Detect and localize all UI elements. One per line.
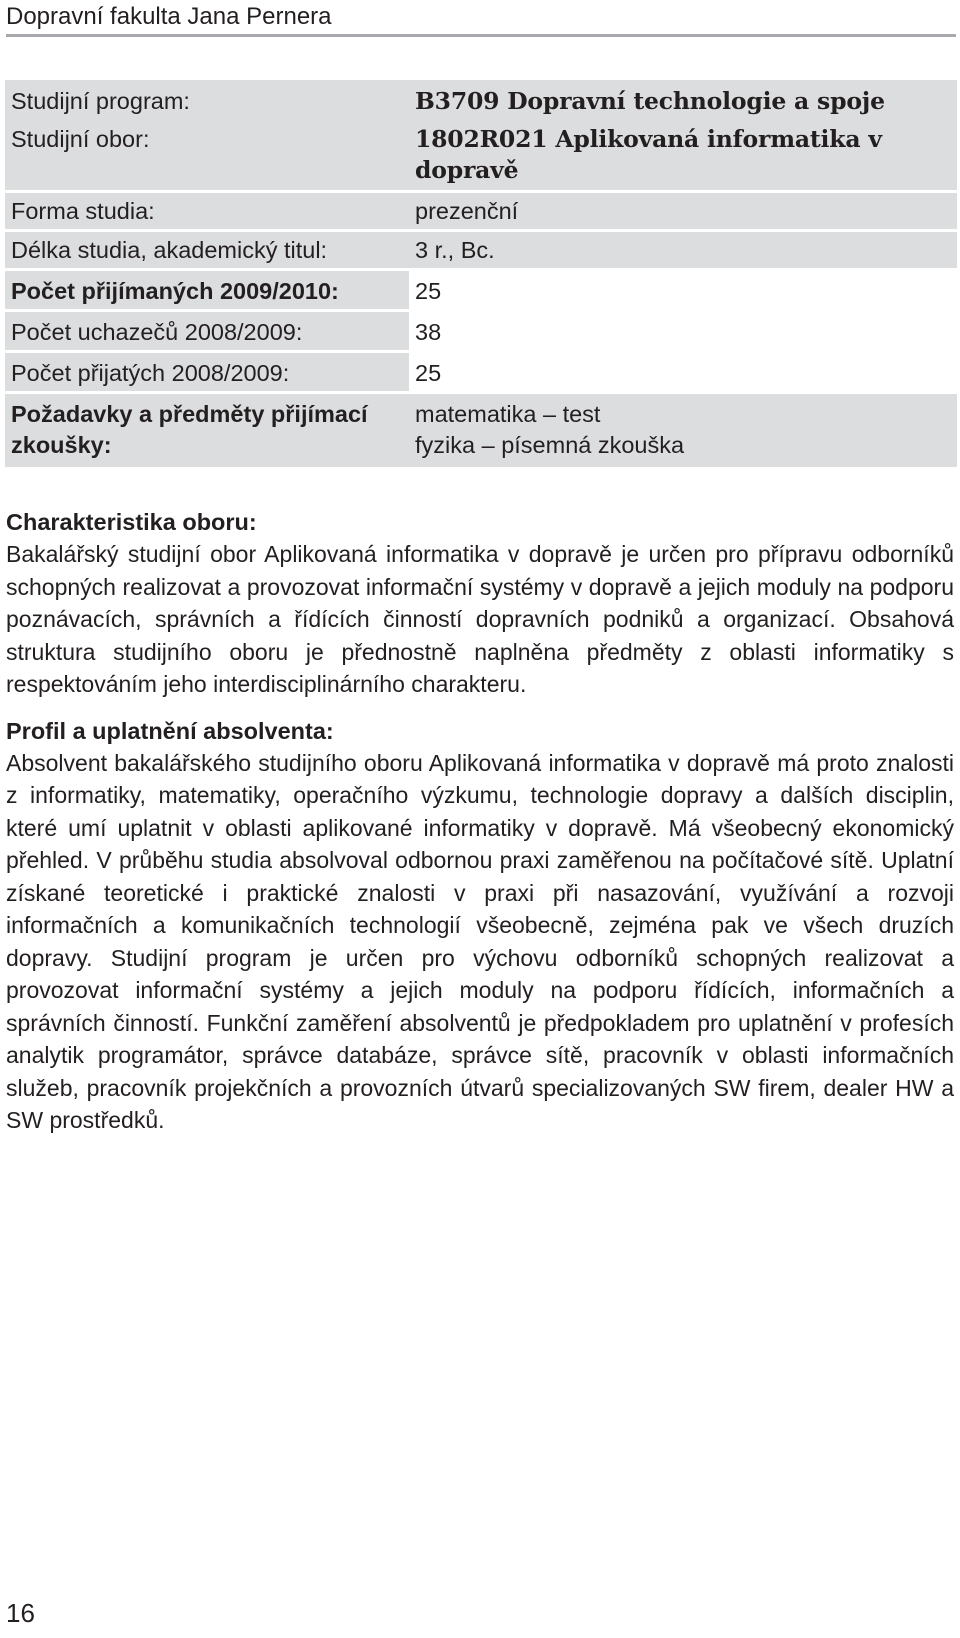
row-label: Délka studia, akademický titul: xyxy=(5,231,409,270)
page-number: 16 xyxy=(6,1598,35,1628)
row-value: 25 xyxy=(409,352,957,393)
table-row xyxy=(5,80,957,117)
table-row xyxy=(5,117,957,192)
row-label: Požadavky a předměty přijímací zkoušky: xyxy=(5,393,409,468)
row-value: 3 r., Bc. xyxy=(409,231,957,270)
row-label: Studijní obor: xyxy=(5,117,409,192)
row-label: Počet přijímaných 2009/2010: xyxy=(5,270,409,311)
program-info-table xyxy=(5,80,957,467)
table-row xyxy=(5,192,957,231)
row-value: 1802R021 Aplikovaná informatika v dopravě xyxy=(409,117,957,192)
row-label: Počet uchazečů 2008/2009: xyxy=(5,311,409,352)
section-paragraph: Bakalářský studijní obor Aplikovaná informatika v dopravě je určen pro přípravu odborníků schopných realizovat a provozovat informační systémy v dopravě a jejich moduly na podporu poznávacích, správních a řídících činností dopravních podniků a organizací. Obsahová struktura studijního oboru je přednostně naplněna předměty z oblasti informatiky s respektováním jeho interdisciplinárního charakteru. xyxy=(6,541,954,697)
row-label: Počet přijatých 2008/2009: xyxy=(5,352,409,393)
value-line: matematika – test xyxy=(415,401,601,427)
row-value: 25 xyxy=(409,270,957,311)
page-header: Dopravní fakulta Jana Pernera xyxy=(6,0,956,37)
row-value xyxy=(409,393,957,468)
document-body xyxy=(6,506,954,1151)
section-paragraph: Absolvent bakalářského studijního oboru Aplikovaná informatika v dopravě má proto znalosti z informatiky, matematiky, operačního výzkumu, technologie dopravy a dalších disciplin, které umí uplatnit v oblasti aplikované informatiky v dopravě. Má všeobecný ekonomický přehled. V průběhu studia absolvoval odbornou praxi zaměřenou na počítačové sítě. Uplatní získané teoretické i praktické znalosti v praxi při nasazování, využívání a rozvoji informačních a komunikačních technologií všeobecně, zejména pak ve všech druzích dopravy. Studijní program je určen pro výchovu odborníků schopných realizovat a provozovat informační systémy a jejich moduly na podporu řídících, informačních a správních činností. Funkční zaměření absolventů je předpokladem pro uplatnění v profesích analytik programátor, správce databáze, správce sítě, pracovník v oblasti informačních služeb, pracovník projekčních a provozních útvarů specializovaných SW firem, dealer HW a SW prostředků. xyxy=(6,749,954,1133)
row-value: B3709 Dopravní technologie a spoje xyxy=(409,80,957,117)
row-value: 38 xyxy=(409,311,957,352)
value-line: fyzika – písemná zkouška xyxy=(415,432,685,458)
section-heading: Charakteristika oboru: xyxy=(6,509,257,535)
table-row xyxy=(5,311,957,352)
table-row xyxy=(5,231,957,270)
section-heading: Profil a uplatnění absolventa: xyxy=(6,717,334,744)
row-value: prezenční xyxy=(409,192,957,231)
table-row xyxy=(5,393,957,468)
row-label: Studijní program: xyxy=(5,80,409,117)
table-row xyxy=(5,352,957,393)
row-label: Forma studia: xyxy=(5,192,409,231)
table-row xyxy=(5,270,957,311)
